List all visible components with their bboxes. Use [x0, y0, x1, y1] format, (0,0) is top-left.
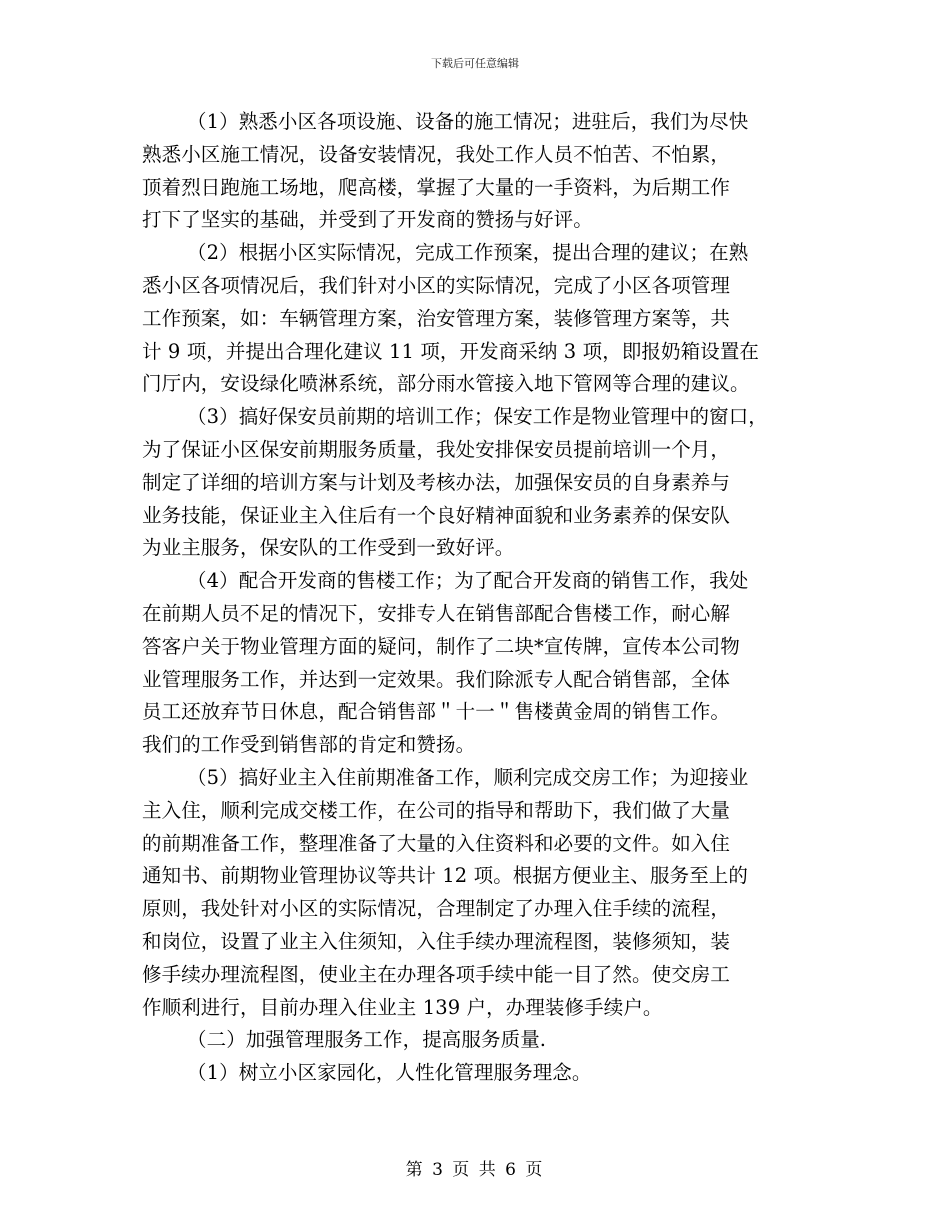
text-line: 员工还放弃节日休息，配合销售部＂十一＂售楼黄金周的销售工作。	[142, 700, 731, 724]
text-line: （2）根据小区实际情况，完成工作预案，提出合理的建议；在熟	[187, 241, 749, 265]
text-line: 主入住，顺利完成交楼工作，在公司的指导和帮助下，我们做了大量	[142, 798, 731, 822]
text-line: 的前期准备工作，整理准备了大量的入住资料和必要的文件。如入住	[142, 831, 731, 855]
text-line: 顶着烈日跑施工场地，爬高楼，掌握了大量的一手资料，为后期工作	[142, 175, 731, 199]
text-line: 打下了坚实的基础，并受到了开发商的赞扬与好评。	[142, 208, 593, 232]
text-line: （1）熟悉小区各项设施、设备的施工情况；进驻后，我们为尽快	[187, 110, 749, 133]
text-line: （3）搞好保安员前期的培训工作；保安工作是物业管理中的窗口，	[187, 405, 768, 429]
text-line: 计 9 项，并提出合理化建议 11 项，开发商采纳 3 项，即报奶箱设置在	[142, 339, 760, 363]
text-line: 作顺利进行，目前办理入住业主 139 户，办理装修手续户。	[142, 995, 663, 1019]
text-line: 我们的工作受到销售部的肯定和赞扬。	[142, 733, 476, 757]
text-line: 悉小区各项情况后，我们针对小区的实际情况，完成了小区各项管理	[142, 273, 731, 297]
page-header: 下载后可任意编辑	[431, 57, 519, 70]
document-body	[142, 106, 822, 1090]
text-line: 修手续办理流程图，使业主在办理各项手续中能一目了然。使交房工	[142, 962, 731, 986]
text-line: 为业主服务，保安队的工作受到一致好评。	[142, 536, 515, 560]
text-line: （1）树立小区家园化，人性化管理服务理念。	[187, 1061, 592, 1085]
text-line: 为了保证小区保安前期服务质量，我处安排保安员提前培训一个月，	[142, 437, 731, 461]
text-line: 工作预案，如：车辆管理方案，治安管理方案，装修管理方案等，共	[142, 306, 731, 330]
text-line: 答客户关于物业管理方面的疑问，制作了二块*宣传牌，宣传本公司物	[142, 634, 740, 658]
text-line: 通知书、前期物业管理协议等共计 12 项。根据方便业主、服务至上的	[142, 864, 749, 888]
text-line: 和岗位，设置了业主入住须知，入住手续办理流程图，装修须知，装	[142, 929, 731, 953]
text-line: 业务技能，保证业主入住后有一个良好精神面貌和业务素养的保安队	[142, 503, 731, 527]
text-line: （5）搞好业主入住前期准备工作，顺利完成交房工作；为迎接业	[187, 765, 749, 789]
text-line: 在前期人员不足的情况下，安排专人在销售部配合售楼工作，耐心解	[142, 601, 731, 625]
text-line: 门厅内，安设绿化喷淋系统，部分雨水管接入地下管网等合理的建议。	[142, 372, 750, 396]
text-line: 熟悉小区施工情况，设备安装情况，我处工作人员不怕苦、不怕累，	[142, 142, 731, 166]
text-line: 制定了详细的培训方案与计划及考核办法，加强保安员的自身素养与	[142, 470, 731, 494]
text-line: 业管理服务工作，并达到一定效果。我们除派专人配合销售部，全体	[142, 667, 731, 691]
text-line: （4）配合开发商的售楼工作；为了配合开发商的销售工作，我处	[187, 569, 749, 593]
page-footer: 第 3 页 共 6 页	[405, 1160, 545, 1180]
text-line: （二）加强管理服务工作，提高服务质量.	[187, 1028, 547, 1052]
text-line: 原则，我处针对小区的实际情况，合理制定了办理入住手续的流程，	[142, 897, 731, 921]
